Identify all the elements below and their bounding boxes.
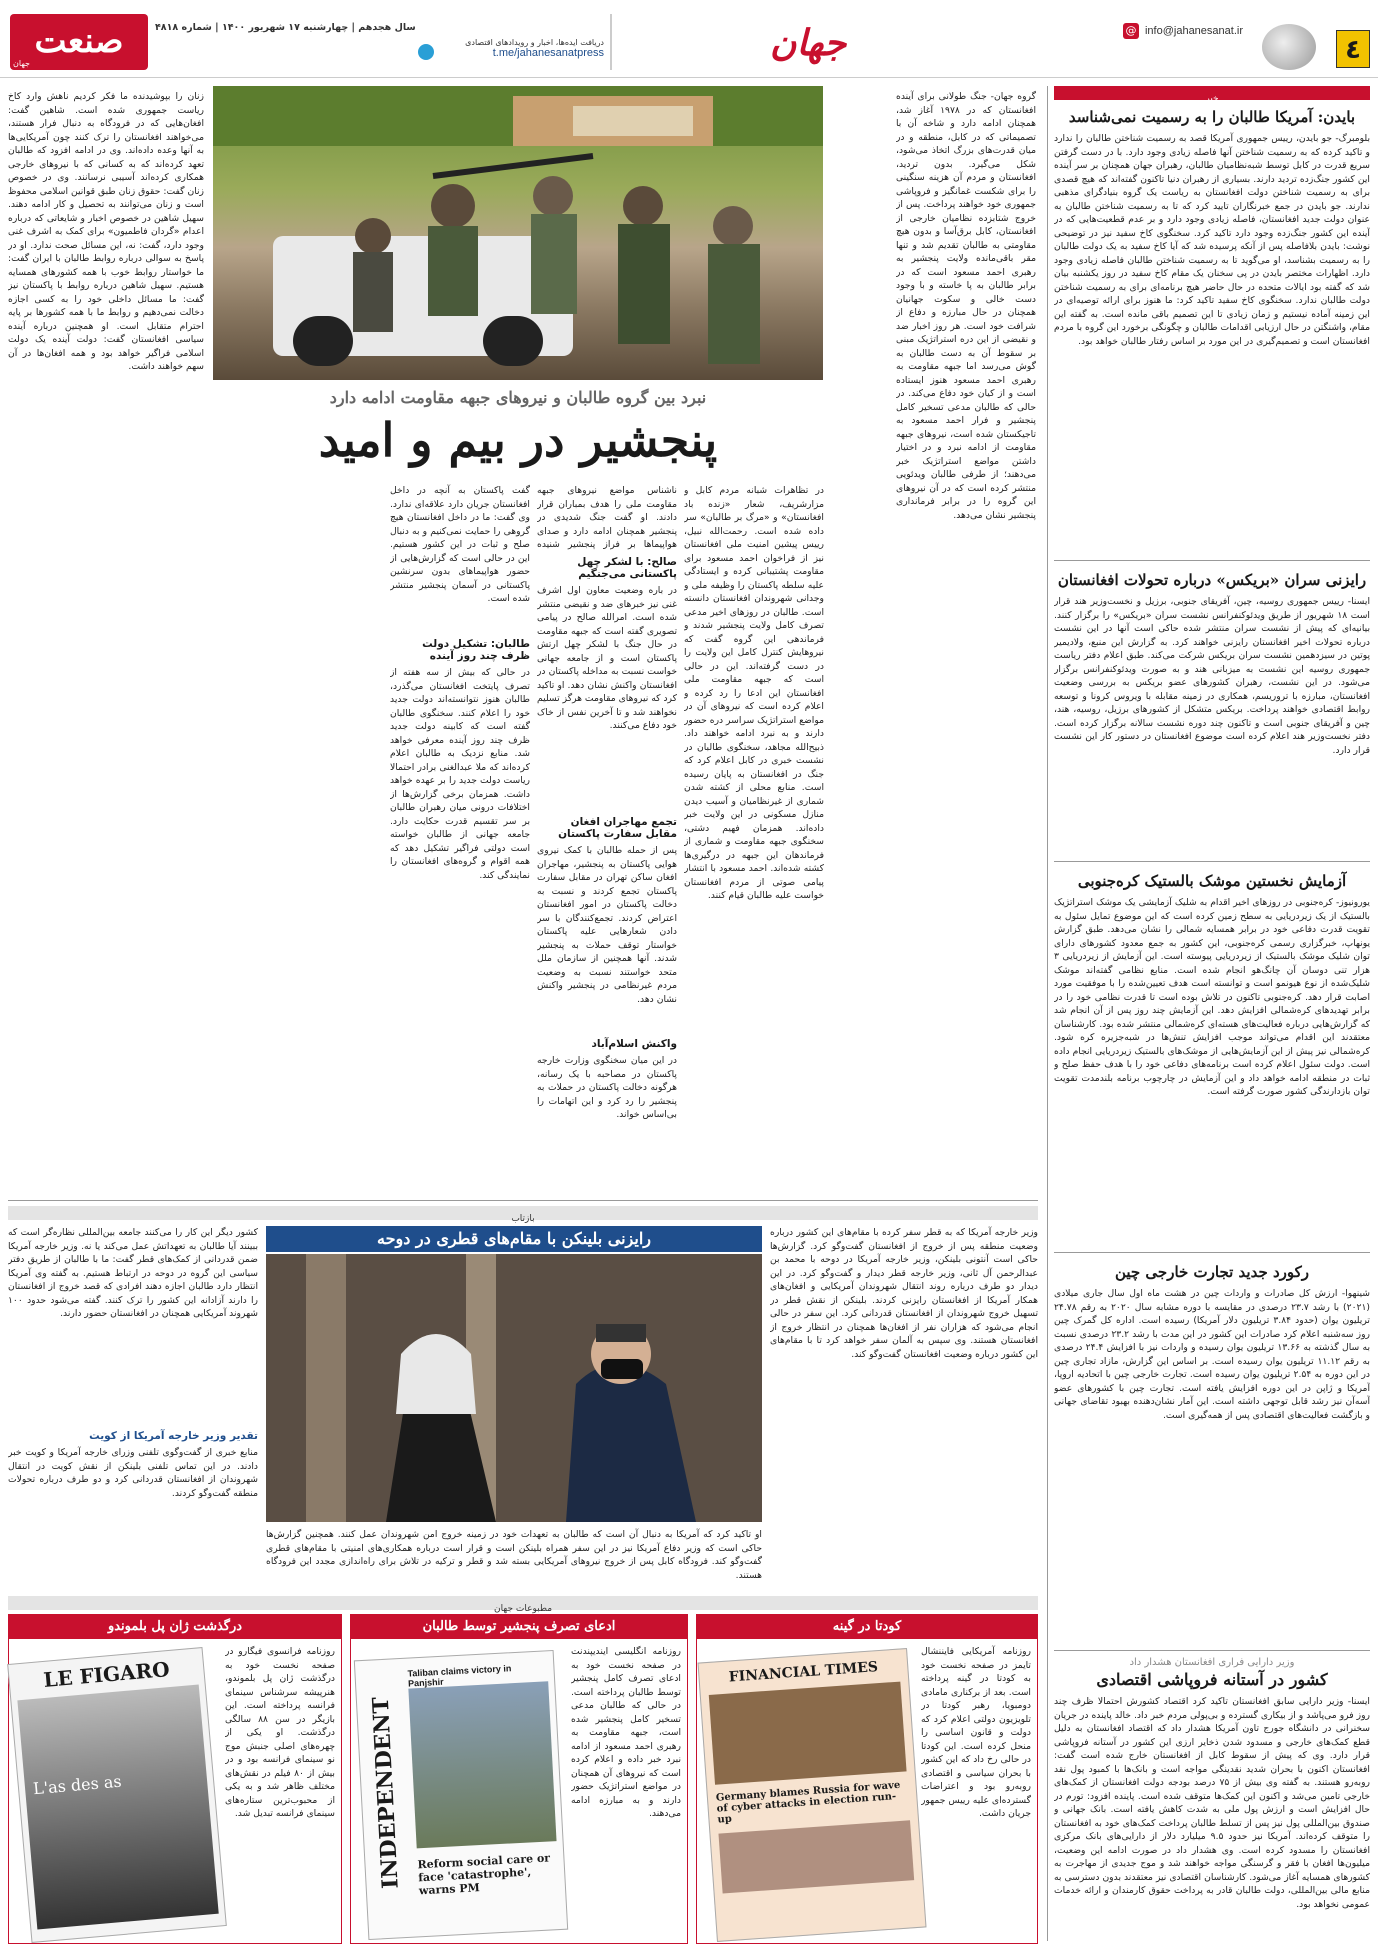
- telegram-link[interactable]: t.me/jahanesanatpress: [492, 47, 604, 59]
- article-title-korea: آزمایش نخستین موشک بالستیک کره‌جنوبی: [1077, 872, 1347, 890]
- blinken-column-1: وزیر خارجه آمریکا که به قطر سفر کرده با مقام‌های این کشور درباره وضعیت منطقه پس از خروج از افغانستان گفت‌وگو کرد. گزارش‌ها حاکی است آنتونی بلینکن، وزیر خارجه آمریکا در دوحه با محمد بن عبدالرحمن آل ثانی، وزیر خارجه قطر دیدار و گفت‌وگو کرد. در این دیدار دو طرف درباره روند انتقال شهروندان آمریکایی و افغان‌های همکار آمریکا از افغانستان رایزنی کردند. بلینکن از نقش قطر در تسهیل خروج شهروندان از افغانستان قدردانی کرد. این سفر در حالی انجام می‌شود که هزاران نفر از افغان‌ها همچنان در انتظار خروج از افغانستان هستند. وی سپس به آلمان سفر خواهد کرد تا با مقام‌های این کشور درباره وضعیت افغانستان گفت‌وگو کند.: [770, 1227, 1038, 1360]
- article-body-brics: ایسنا- رییس جمهوری روسیه، چین، آفریقای جنوبی، برزیل و نخست‌وزیر هند قرار است ۱۸ شهریور از طریق ویدئوکنفرانس نشست سران «بریکس» را برگزار کنند. بیانیه‌ای که پیش از نشست سران منتشر شده حاکی است آنها در این نشست درباره تحولات اخیر افغانستان رایزنی خواهند کرد. به گزارش این منبع، ولادیمیر پوتین در سیزدهمین نشست سران بریکس شرکت می‌کند. طبق اعلام دفتر ریاست جمهوری روسیه این نشست به میزبانی هند و به صورت ویدئوکنفرانس برگزار می‌شود. در این نشست، رهبران کشورهای عضو بریکس به بررسی وضعیت افغانستان، مبارزه با تروریسم، همکاری در زمینه مقابله با ویروس کرونا و توسعه روابط اقتصادی خواهند پرداخت. بریکس متشکل از کشورهای برزیل، روسیه، هند، چین و آفریقای جنوبی است و تاکنون چند دوره نشست سالانه برگزار کرده است. دفتر نخست‌وزیر هند اعلام کرده است موضوع افغانستان در دستور کار این نشست قرار دارد.: [1054, 596, 1370, 756]
- issue-line: سال هجدهم | چهارشنبه ۱۷ شهریور ۱۴۰۰ | شماره ۴۸۱۸: [155, 22, 416, 33]
- article-title-biden: بایدن: آمریکا طالبان را به رسمیت نمی‌شناسد: [1068, 108, 1356, 126]
- press-box-panjshir: [350, 1614, 688, 1944]
- lead-kicker: نبرد بین گروه طالبان و نیروهای جبهه مقاومت ادامه دارد: [329, 388, 707, 407]
- column-rule: [1047, 86, 1048, 1941]
- section-rule: [8, 1200, 1038, 1201]
- figaro-photo: L'as des as: [17, 1684, 218, 1929]
- press-box-title-bar: درگذشت ژان پل بلموندو: [9, 1615, 341, 1639]
- newspaper-thumbnail-independent: INDEPENDENT Taliban claims victory in Panjshir Reform social care or face 'catastrophe', warns PM: [354, 1650, 568, 1940]
- article-body-china: شینهوا- ارزش کل صادرات و واردات چین در هشت ماه اول سال جاری میلادی (۲۰۲۱) با رشد ۲۳.۷ درصدی در مقایسه با دوره مشابه سال ۲۰۲۰ به رقم ۲۴.۷۸ تریلیون یوان (حدود ۳.۸۴ تریلیون دلار آمریکا) رسیده است. اداره کل گمرک چین روز سه‌شنبه اعلام کرد صادرات این کشور در این مدت با رشد ۲۳.۲ درصدی نسبت به سال گذشته به ۱۳.۶۶ تریلیون یوان رسیده و واردات نیز با افزایش ۲۴.۴ درصدی به رقم ۱۱.۱۲ تریلیون یوان رسیده است. بر اساس این گزارش، مازاد تجاری چین در این دوره به ۲.۵۴ تریلیون یوان رسیده است. تجارت خارجی چین با اتحادیه اروپا، آمریکا و ژاپن در این دوره افزایش یافته است. تجارت چین با کشورهای عضو آسه‌آن نیز رشد قابل توجهی داشته است. این آمار نشان‌دهنده بهبود تقاضای جهانی و بازگشت فعالیت‌های اقتصادی پس از همه‌گیری است.: [1054, 1288, 1370, 1421]
- photo-illustration: [213, 86, 823, 380]
- press-review-label: مطبوعات جهان: [8, 1596, 1038, 1610]
- telegram-icon: [418, 44, 434, 60]
- subhead-kuwait: تقدیر وزیر خارجه آمریکا از کویت: [89, 1430, 258, 1442]
- page-number-badge: [1336, 30, 1370, 68]
- email-address[interactable]: info@jahanesanat.ir: [1144, 25, 1243, 37]
- press-box-title-bar: کودتا در گینه: [697, 1615, 1037, 1639]
- lead-title: پنجشیر در بیم و امید: [318, 413, 718, 467]
- newspaper-logo: [10, 14, 148, 70]
- article-kicker-economy: وزیر دارایی فراری افغانستان هشدار داد: [1129, 1657, 1295, 1668]
- press-box-title-bar: ادعای تصرف پنجشیر توسط طالبان: [351, 1615, 687, 1639]
- press-box-body: روزنامه آمریکایی فایننشال تایمز در صفحه نخست خود به کودتا در گینه پرداخته است. بعد از برکناری مامادی دومبویا، رهبر کودتا در تلویزیون دولتی اعلام کرد که دولت و قانون اساسی را منحل کرده است. این کودتا در حالی رخ داد که این کشور با بحران سیاسی و اقتصادی روبه‌رو بود و اعتراضات گسترده‌ای علیه رییس جمهور جریان داشت.: [921, 1646, 1031, 1819]
- logo-sub: جهان: [13, 59, 30, 68]
- subhead-government: طالبان: تشکیل دولت ظرف چند روز آینده: [422, 638, 530, 662]
- article-title-china: رکورد جدید تجارت خارجی چین: [1114, 1263, 1309, 1281]
- subhead-saleh: صالح: با لشکر چهل پاکستانی می‌جنگیم: [577, 556, 677, 580]
- article-title-economy: کشور در آستانه فروپاشی اقتصادی: [1096, 1670, 1328, 1689]
- section-divider: [610, 14, 612, 70]
- divider: [1054, 1252, 1370, 1253]
- ft-photo: [709, 1682, 907, 1785]
- newspaper-thumbnail-figaro: LE FIGARO L'as des as: [7, 1647, 227, 1943]
- right-column: [1054, 86, 1370, 1646]
- section-title: جهان: [770, 22, 847, 64]
- lead-column-5: زنان را بپوشیدنده ما فکر کردیم ناهش وارد کاخ ریاست جمهوری شده است. شاهین گفت: افغان‌هایی که در فرودگاه به دنبال فرار هستند، می‌خواهند افغانستان را ترک کنند چون آمریکایی‌ها به آنها وعده داده‌اند. وی در ادامه افزود که طالبان تعهد کرده‌اند که به کسانی که با نیروهای خارجی همکاری کرده‌اند آسیبی نرسانند. وی در خصوص زنان گفت: حقوق زنان طبق قوانین اسلامی محفوظ است و زنان می‌توانند به تحصیل و کار ادامه دهند. سهیل شاهین در خصوص اخبار و شایعاتی که درباره اعدام «گردان فاطمیون» برای کمک به اشرف غنی وجود دارد، گفت: نه، این مسائل صحت ندارد. او در پاسخ به سوالی درباره روابط طالبان با ایران گفت: ما خواستار روابط خوب با همه کشورهای همسایه هستیم. سهیل شاهین درباره روابط با پاکستان نیز گفت: ما مسائل داخلی خود را به کسی اجازه دخالت نمی‌دهیم و روابط ما با همه کشورها بر پایه احترام متقابل است. او همچنین درباره آینده سیاسی افغانستان گفت: دولت آینده یک دولت اسلامی فراگیر خواهد بود و همه افغان‌ها در آن سهم خواهند داشت.: [8, 91, 204, 372]
- blinken-title-bar: رایزنی بلینکن با مقام‌های قطری در دوحه: [266, 1226, 762, 1252]
- subhead-islamabad: واکنش اسلام‌آباد: [591, 1038, 677, 1050]
- newspaper-thumbnail-ft: FINANCIAL TIMES Germany blames Russia for wave of cyber attacks in election run-up: [697, 1648, 926, 1942]
- press-box-belmondo: [8, 1614, 342, 1944]
- blinken-qatar-photo: [266, 1254, 762, 1522]
- telegram-label: دریافت ایده‌ها، اخبار و رویدادهای اقتصادی: [465, 38, 604, 47]
- press-box-body: روزنامه انگلیسی ایندیپندنت در صفحه نخست خود به ادعای تصرف کامل پنجشیر توسط طالبان پرداخته است. در حالی که طالبان مدعی تسخیر کامل پنجشیر شده است، جبهه مقاومت به رهبری احمد مسعود از ادامه نبرد خبر داده و اعلام کرده است که نیروهای آن همچنان در مواضع استراتژیک حضور دارند و به مبارزه ادامه می‌دهند.: [571, 1646, 681, 1819]
- article-title-brics: رایزنی سران «بریکس» درباره تحولات افغانستان: [1057, 571, 1367, 589]
- lead-column-3: ناشناس مواضع نیروهای جبهه مقاومت ملی را هدف بمباران قرار دادند. او گفت جنگ شدیدی در پنجشیر همچنان ادامه دارد و صدای هواپیماها بر فراز پنجشیر شنیده صالح: با لشکر چهل پاکستانی می‌جنگیم در باره وضعیت معاون اول اشرف غنی نیز خبرهای ضد و نقیضی منتشر شده است. امرالله صالح در پیامی تصویری گفته است که جبهه مقاومت در حال جنگ با لشکر چهل ارتش پاکستان است و از جامعه جهانی خواست نسبت به مداخله پاکستان در افغانستان واکنش نشان دهد. او تاکید کرد که نیروهای مقاومت هرگز تسلیم نخواهند شد و تا آخرین نفس از خاک خود دفاع می‌کنند. تجمع مهاجران افغان مقابل سفارت پاکستان پس از حمله طالبان با کمک نیروی هوایی پاکستان به پنجشیر، مهاجران افغان ساکن تهران در مقابل سفارت پاکستان تجمع کردند و نسبت به دخالت پاکستان در امور افغانستان اعتراض کردند. تجمع‌کنندگان با سر دادن شعارهایی علیه پاکستان خواستار توقف حملات به پنجشیر شدند. آنها همچنین از سازمان ملل متحد خواستند نسبت به وضعیت مردم غیرنظامی در پنجشیر واکنش نشان دهد. واکنش اسلام‌آباد در این میان سخنگوی وزارت خارجه پاکستان در مصاحبه با یک رسانه، هرگونه دخالت پاکستان در حملات به پنجشیر را رد کرد و این اتهامات را بی‌اساس خواند.: [537, 485, 677, 1120]
- article-body-korea: یورونیوز- کره‌جنوبی در روزهای اخیر اقدام به شلیک آزمایشی یک موشک استراتژیک بالستیک از یک زیردریایی به سطح زمین کرده است که این موضوع تمایل سئول به تقویت قدرت دفاعی خود در برابر همسایه شمالی را نشان می‌دهد. طبق گزارش یونهاپ، خبرگزاری رسمی کره‌جنوبی، این کشور به جمع معدود کشورهای دارای توان شلیک موشک بالستیک از زیردریایی پیوسته است. این آزمایش از زیردریایی ۳ هزار تنی دوسان آن چانگ‌هو انجام شده است. منابع نظامی گفته‌اند موشک شلیک‌شده از نوع هیونمو است و توانسته است هدف تعیین‌شده را با موفقیت مورد اصابت قرار دهد. کره‌جنوبی تاکنون در تلاش بوده است تا قدرت نظامی خود را در برابر تهدیدهای کره‌شمالی افزایش دهد. این آزمایش چند روز پس از آن انجام شد که گزارش‌هایی درباره فعالیت‌های هسته‌ای کره‌شمالی منتشر شده بود. کارشناسان معتقدند این اقدام می‌تواند موجب افزایش تنش‌ها در شبه‌جزیره کره شود. کره‌شمالی نیز پیش از این آزمایش‌هایی از موشک‌های بالستیک زیردریایی انجام داده است. دولت سئول اعلام کرده است برنامه‌های دفاعی خود را با هدف حفظ صلح و ثبات در منطقه ادامه خواهد داد و این آزمایش در چارچوب برنامه بلندمدت تقویت توان بازدارندگی کشور صورت گرفته است.: [1054, 897, 1370, 1097]
- masthead: [0, 0, 1378, 78]
- globe-icon: [1262, 24, 1316, 70]
- lead-column-1: گروه جهان- جنگ طولانی برای آینده افغانستان که در ۱۹۷۸ آغاز شد، همچنان ادامه دارد و شاخه آن با تصمیماتی که در کابل، منطقه و در میان قدرت‌های بزرگ اتخاذ می‌شود، شکل می‌گیرد. بدون تردید، افغانستان و مردم آن هزینه سنگینی را برای شکست غمانگیز و فروپاشی جمهوری خود خواهند پرداخت. پس از خروج شتابزده نظامیان خارجی از افغانستان، کابل برق‌آسا و بدون هیچ مقاومتی به طالبان تقدیم شد و تنها مقر باقی‌مانده ولایت پنجشیر به رهبری احمد مسعود است که در برابر طالبان به پا خاسته و با وجود دست خالی و سکوت جهانیان همچنان در حال مبارزه و دفاع از شرافت خود است. هر روز اخبار ضد و نقیضی از این دره استراتژیک مبنی بر سقوط آن به دست طالبان به گوش می‌رسد اما جبهه مقاومت به رهبری احمد مسعود هنوز ایستاده است و از کیان خود دفاع می‌کند. در حالی که طالبان مدعی تسخیر کامل پنجشیر و فرار احمد مسعود به تاجیکستان شده است، نیروهای جبهه مقاومت از ادامه نبرد و در اختیار داشتن مواضع استراتژیک خبر می‌دهند؛ از طرفی طالبان ویدئویی منتشر کرده است که در آن نیروهای این گروه را در برابر فرمانداری پنجشیر نشان می‌دهد.: [896, 91, 1036, 521]
- divider: [1054, 560, 1370, 561]
- page-number: ٤: [1345, 35, 1361, 65]
- panjshir-fighters-photo: [213, 86, 823, 380]
- blinken-column-3: کشور دیگر این کار را می‌کنند جامعه بین‌المللی نظاره‌گر است که ببینند آیا طالبان به تعهداتش عمل می‌کند یا نه. وزیر خارجه آمریکا ضمن قدردانی از کمک‌های قطر گفت: ما با طالبان از طریق دفتر سیاسی این گروه در دوحه در ارتباط هستیم. به گفته وی آمریکا انتظار دارد طالبان اجازه دهند افرادی که قصد خروج از افغانستان را دارند آزادانه این کشور را ترک کنند. گفته می‌شود حدود ۱۰۰ شهروند آمریکایی همچنان در افغانستان حضور دارند. تقدیر وزیر خارجه آمریکا از کویت منابع خبری از گفت‌وگوی تلفنی وزرای خارجه آمریکا و کویت خبر دادند. در این تماس تلفنی بلینکن از نقش کویت در انتقال شهروندان از افغانستان قدردانی کرد و دو طرف درباره تحولات منطقه گفت‌وگو کردند.: [8, 1227, 258, 1499]
- photo-illustration: [266, 1254, 762, 1522]
- press-box-guinea: [696, 1614, 1038, 1944]
- news-kicker: خبر: [1054, 86, 1370, 100]
- ft-photo-2: [718, 1820, 914, 1893]
- email-row: [1123, 22, 1243, 40]
- logo-text: صنعت: [34, 21, 124, 61]
- email-icon: @: [1123, 23, 1139, 39]
- subhead-protest: تجمع مهاجران افغان مقابل سفارت پاکستان: [558, 816, 677, 840]
- telegram-block: [434, 38, 604, 59]
- press-box-body: روزنامه فرانسوی فیگارو در صفحه نخست خود به درگذشت ژان پل بلموندو، هنرپیشه سرشناس سینمای فرانسه پرداخته است. این بازیگر در سن ۸۸ سالگی درگذشت. او یکی از چهره‌های اصلی جنبش موج نو سینمای فرانسه بود و در بیش از ۸۰ فیلم در نقش‌های مختلف ظاهر شد و به یکی از محبوب‌ترین ستاره‌های سینمای فرانسه تبدیل شد.: [225, 1646, 335, 1819]
- article-body-biden: بلومبرگ- جو بایدن، رییس جمهوری آمریکا قصد به رسمیت شناختن طالبان را ندارد و تاکید کرده که به رسمیت شناختن آنها فاصله زیادی وجود دارد. با در دست گرفتن سریع قدرت در کابل توسط شبه‌نظامیان طالبان، رهبران جهان همچنان بر سر آینده این کشور جنگ‌زده تردید دارند. بسیاری از رهبران دنیا تاکنون گفته‌اند که هیچ قصدی برای به رسمیت شناختن دولت افغانستان به ریاست یک گروه بنیادگرای مذهبی ندارند. جو بایدن در جمع خبرنگاران تایید کرد که تا به رسمیت شناختن طالبان به عنوان دولت جدید افغانستان، فاصله زیادی وجود دارد و بر عدم قطعیت‌هایی که در آینده این کشور جنگ‌زده وجود دارد تاکید کرد. سخنگوی کاخ سفید نیز در توضیحی نوشت: بایدن بلافاصله پس از آنکه پرسیده شد که آیا کاخ سفید به یک دولت طالبان را به رسمیت بشناسد، او می‌گوید تا به رسمیت شناختن طالبان فاصله زیادی وجود دارد. اظهارات مختصر بایدن در پی سخنان یک مقام کاخ سفید در روز یکشنبه بیان شد که گفته بود ایالات متحده در حال حاضر هیچ برنامه‌ای برای به رسمیت شناختن دولت طالبان ندارد. سخنگوی کاخ سفید تاکید کرد: ما هنوز برای ارائه توصیه‌ای در این زمینه آماده نیستیم و زمان زیادی تا این تصمیم باقی مانده است. به گفته این مقام، واشنگتن در حال ارزیابی اقدامات طالبان و چگونگی برخورد این گروه با مردم افغانستان است و تصمیم‌گیری در این مورد بر اساس رفتار طالبان خواهد بود.: [1054, 133, 1370, 347]
- blinken-column-2: او تاکید کرد که آمریکا به دنبال آن است که طالبان به تعهدات خود در زمینه خروج امن شهروندان عمل کنند. همچنین گزارش‌ها حاکی است که وزیر دفاع آمریکا نیز در این سفر همراه بلینکن است و قرار است درباره همکاری‌های امنیتی با مقام‌های قطری گفت‌وگو کند. فرودگاه کابل پس از خروج نیروهای آمریکایی بسته شد و قطر و ترکیه در تلاش برای راه‌اندازی مجدد این فرودگاه هستند.: [266, 1529, 762, 1581]
- article-afghan-economy: [1054, 1650, 1370, 1945]
- divider: [1054, 1650, 1370, 1651]
- independent-photo: [408, 1681, 556, 1848]
- divider: [1054, 861, 1370, 862]
- article-body-economy: ایسنا- وزیر دارایی سابق افغانستان تاکید کرد اقتصاد کشورش احتمالا ظرف چند روز فرو می‌پاشد و از بیکاری گسترده و بی‌پولی مردم خبر داد. خالد پاینده در جریان سخنرانی در دانشگاه جورج تاون آمریکا هشدار داد که اقتصاد افغانستان به دلیل قطع کمک‌های خارجی و مسدود شدن ذخایر ارزی این کشور در آستانه فروپاشی قرار دارد. وی که پیش از سقوط کابل از افغانستان خارج شده است گفت: افغانستان اکنون با بحران شدید نقدینگی مواجه است و بانک‌ها با کمبود پول نقد روبه‌رو هستند. به گفته وی بیش از ۷۵ درصد بودجه دولت افغانستان از کمک‌های خارجی تامین می‌شد و اکنون این کمک‌ها متوقف شده است. پاینده افزود: تورم در حال افزایش است و ارزش پول ملی به شدت کاهش یافته است. بانک جهانی و صندوق بین‌المللی پول نیز پس از تسلط طالبان پرداخت کمک‌های خود به افغانستان را متوقف کرده‌اند. آمریکا نیز حدود ۹.۵ میلیارد دلار از دارایی‌های بانک مرکزی افغانستان را مسدود کرده است. وی هشدار داد در صورت ادامه این وضعیت، میلیون‌ها افغان با فقر و گرسنگی مواجه خواهند شد و موج جدیدی از مهاجرت به کشورهای همسایه آغاز می‌شود. کارشناسان اقتصادی نیز معتقدند بدون دسترسی به منابع مالی بین‌المللی، دولت طالبان قادر به پرداخت حقوق کارمندان و ارائه خدمات عمومی نخواهد بود.: [1054, 1696, 1370, 1910]
- blinken-kicker-bar: بازتاب: [8, 1206, 1038, 1220]
- lead-column-2: در تظاهرات شبانه مردم کابل و مزارشریف، شعار «زنده باد افغانستان» و «مرگ بر طالبان» سر داده شده است. رحمت‌الله نبیل، رییس پیشین امنیت ملی افغانستان نیز از فراخوان احمد مسعود برای مقاومت پشتیبانی کرده و ایستادگی علیه سلطه پاکستان را وظیفه ملی و وجدانی شهروندان افغانستان دانسته است. طالبان در روزهای اخیر مدعی تصرف کامل ولایت پنجشیر شدند و فرماندهی این گروه گفت که نیروهایش کنترل کامل این ولایت را در دست گرفته‌اند. این در حالی است که جبهه مقاومت ملی افغانستان این ادعا را رد کرده و اعلام کرده است که نیروهای آن در مواضع استراتژیک سراسر دره حضور دارند و به نبرد ادامه خواهند داد. ذبیح‌الله مجاهد، سخنگوی طالبان در نشست خبری در کابل اعلام کرد که جنگ در افغانستان به پایان رسیده است. منابع محلی از کشته شدن شماری از غیرنظامیان و آسیب دیدن منازل مسکونی در این ولایت خبر داده‌اند. همزمان فهیم دشتی، سخنگوی جبهه مقاومت و شماری از فرماندهان این جبهه در درگیری‌ها کشته شده‌اند. احمد مسعود با انتشار پیامی صوتی از مردم افغانستان خواست علیه طالبان قیام کنند.: [684, 485, 824, 901]
- lead-column-4: گفت پاکستان به آنچه در داخل افغانستان جریان دارد علاقه‌ای ندارد. وی گفت: ما در داخل افغانستان هیچ گروهی را حمایت نمی‌کنیم و به دنبال صلح و ثبات در این کشور هستیم. این در حالی است که گزارش‌هایی از حضور هواپیماهای بدون سرنشین پاکستانی در آسمان پنجشیر منتشر شده است. طالبان: تشکیل دولت ظرف چند روز آینده در حالی که بیش از سه هفته از تصرف پایتخت افغانستان می‌گذرد، طالبان هنوز نتوانسته‌اند دولت جدید خود را اعلام کنند. سخنگوی طالبان گفته است که کابینه دولت جدید ظرف چند روز آینده معرفی خواهد شد. منابع نزدیک به طالبان اعلام کرده‌اند که ملا عبدالغنی برادر احتمالا ریاست دولت جدید را بر عهده خواهد داشت. همزمان برخی گزارش‌ها از اختلافات درونی میان رهبران طالبان بر سر تقسیم قدرت حکایت دارد. جامعه جهانی از طالبان خواسته است دولتی فراگیر تشکیل دهد که همه اقوام و گروه‌های افغانستان را نمایندگی کند.: [390, 485, 530, 881]
